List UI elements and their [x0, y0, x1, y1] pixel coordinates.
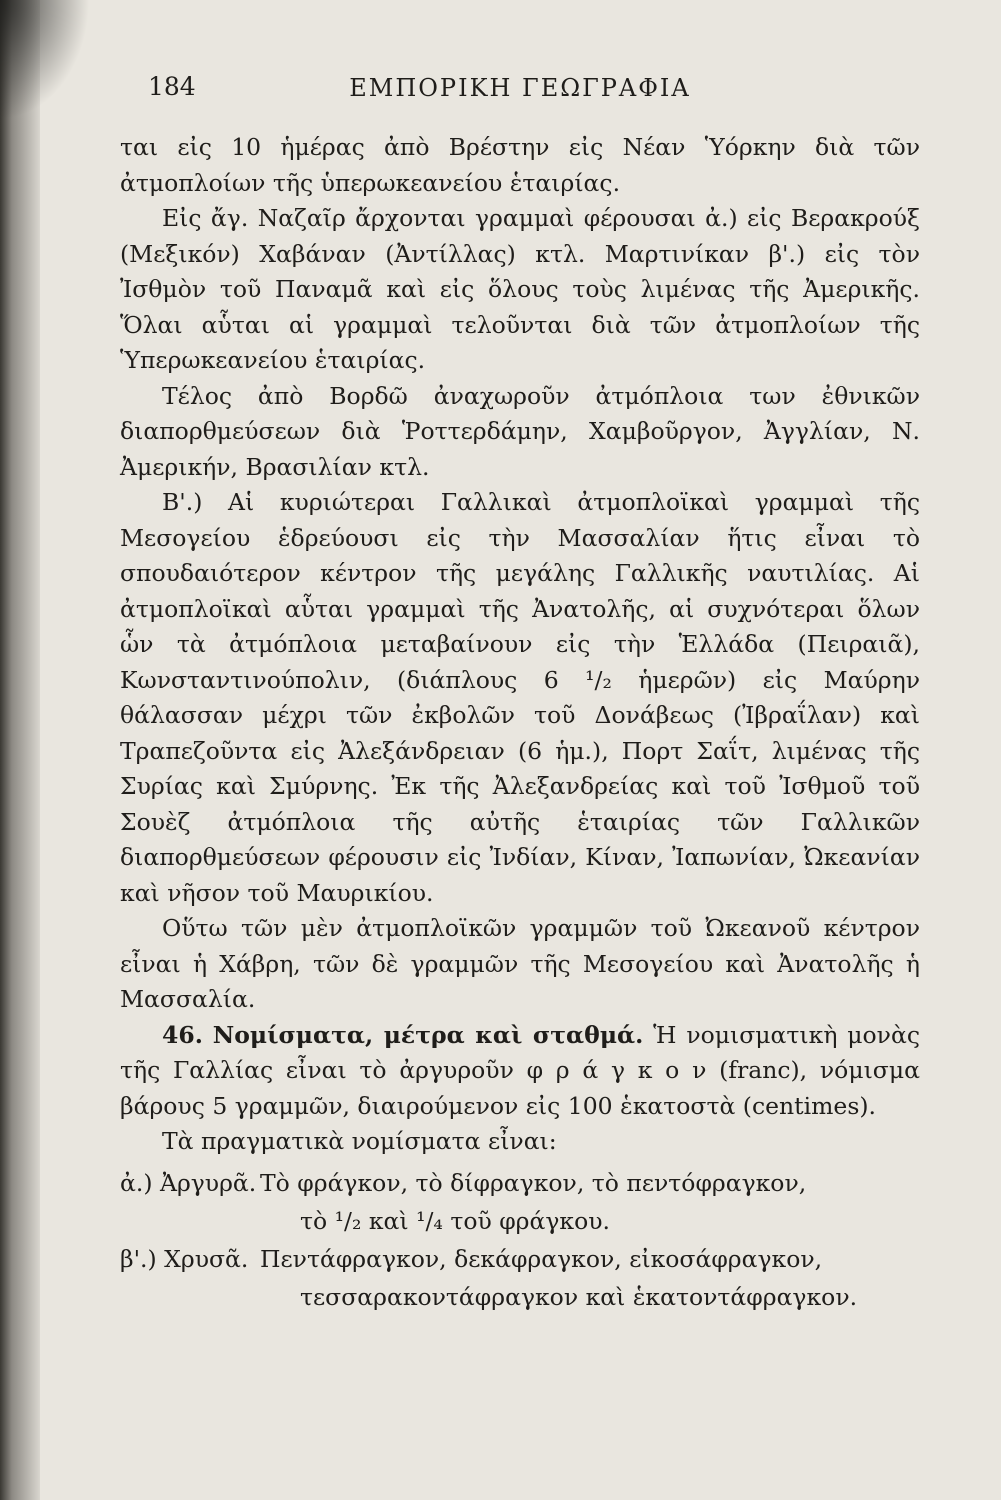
list-item-text: Πεντάφραγκον, δεκάφραγκον, εἰκοσάφραγκον,	[260, 1244, 823, 1273]
page-header	[120, 60, 920, 130]
page-edge-shadow	[0, 0, 40, 1500]
coins-list	[120, 1164, 920, 1316]
list-item-label: β'.) Χρυσᾶ.	[120, 1244, 249, 1273]
list-item-text: Τὸ φράγκον, τὸ δίφραγκον, τὸ πεντόφραγκον,	[260, 1168, 807, 1197]
list-item	[120, 1164, 920, 1202]
list-item-continuation: τεσσαρακοντάφραγκον καὶ ἑκατοντάφραγκον.	[300, 1282, 858, 1311]
list-item-label: ἀ.) Ἀργυρᾶ.	[120, 1168, 257, 1197]
page-number: 184	[148, 72, 196, 101]
paragraph: Τέλος ἀπὸ Βορδῶ ἀναχωροῦν ἀτμόπλοια των ἐθνικῶν διαπορθμεύσεων διὰ Ῥοττερδάμην, Χαμβοῦργον, Ἀγγλίαν, Ν. Ἀμερικήν, Βρασιλίαν κτλ.	[120, 381, 920, 481]
section-number: 46.	[162, 1020, 203, 1049]
body-text	[120, 130, 920, 1160]
coins-intro: Τὰ πραγματικὰ νομίσματα εἶναι:	[162, 1127, 557, 1155]
running-title: ΕΜΠΟΡΙΚΗ ΓΕΩΓΡΑΦΙΑ	[349, 74, 691, 102]
section-paragraph	[120, 1018, 920, 1125]
list-item-continuation: τὸ ¹/₂ καὶ ¹/₄ τοῦ φράγκου.	[300, 1206, 610, 1235]
book-page	[120, 60, 920, 1460]
paragraph: Εἰς ἄγ. Ναζαῖρ ἄρχονται γραμμαὶ φέρουσαι ἀ.) εἰς Βερακρούξ (Μεξικόν) Χαβάναν (Ἀντίλλας) κτλ. Μαρτινίκαν β'.) εἰς τὸν Ἰσθμὸν τοῦ Παναμᾶ καὶ εἰς ὅλους τοὺς λιμένας τῆς Ἀμερικῆς. Ὅλαι αὗται αἱ γραμμαὶ τελοῦνται διὰ τῶν ἀτμοπλοίων τῆς Ὑπερωκεανείου ἑταιρίας.	[120, 204, 920, 374]
section-title: Νομίσματα, μέτρα καὶ σταθμά.	[212, 1020, 644, 1049]
corner-shadow	[0, 0, 90, 120]
paragraph: Β'.) Αἱ κυριώτεραι Γαλλικαὶ ἀτμοπλοϊκαὶ γραμμαὶ τῆς Μεσογείου ἑδρεύουσι εἰς τὴν Μασσαλίαν ἥτις εἶναι τὸ σπουδαιότερον κέντρον τῆς μεγάλης Γαλλικῆς ναυτιλίας. Αἱ ἀτμοπλοϊκαὶ αὗται γραμμαὶ τῆς Ἀνατολῆς, αἱ συχνότεραι ὅλων ὧν τὰ ἀτμόπλοια μεταβαίνουν εἰς τὴν Ἑλλάδα (Πειραιᾶ), Κωνσταντινούπολιν, (διάπλους 6 ¹/₂ ἡμερῶν) εἰς Μαύρην θάλασσαν μέχρι τῶν ἐκβολῶν τοῦ Δονάβεως (Ἰβραΐλαν) καὶ Τραπεζοῦντα εἰς Ἀλεξάνδρειαν (6 ἡμ.), Πορτ Σαΐτ, λιμένας τῆς Συρίας καὶ Σμύρνης. Ἐκ τῆς Ἀλεξανδρείας καὶ τοῦ Ἰσθμοῦ τοῦ Σουὲζ ἀτμόπλοια τῆς αὐτῆς ἑταιρίας τῶν Γαλλικῶν διαπορθμεύσεων φέρουσιν εἰς Ἰνδίαν, Κίναν, Ἰαπωνίαν, Ὠκεανίαν καὶ νῆσον τοῦ Μαυρικίου.	[120, 488, 920, 907]
section-text: Ἡ νομισματικὴ μονὰς τῆς Γαλλίας εἶναι τὸ ἀργυροῦν φ ρ ά γ κ ο ν (franc), νόμισμα βάρους 5 γραμμῶν, διαιρούμενον εἰς 100 ἑκατοστὰ (centimes).	[120, 1020, 920, 1120]
paragraph: Οὕτω τῶν μὲν ἀτμοπλοϊκῶν γραμμῶν τοῦ Ὠκεανοῦ κέντρον εἶναι ἡ Χάβρη, τῶν δὲ γραμμῶν τῆς Μεσογείου καὶ Ἀνατολῆς ἡ Μασσαλία.	[120, 914, 920, 1013]
list-item	[120, 1240, 920, 1278]
paragraph: ται εἰς 10 ἡμέρας ἀπὸ Βρέστην εἰς Νέαν Ὑόρκην διὰ τῶν ἀτμοπλοίων τῆς ὑπερωκεανείου ἑταιρίας.	[120, 133, 920, 197]
